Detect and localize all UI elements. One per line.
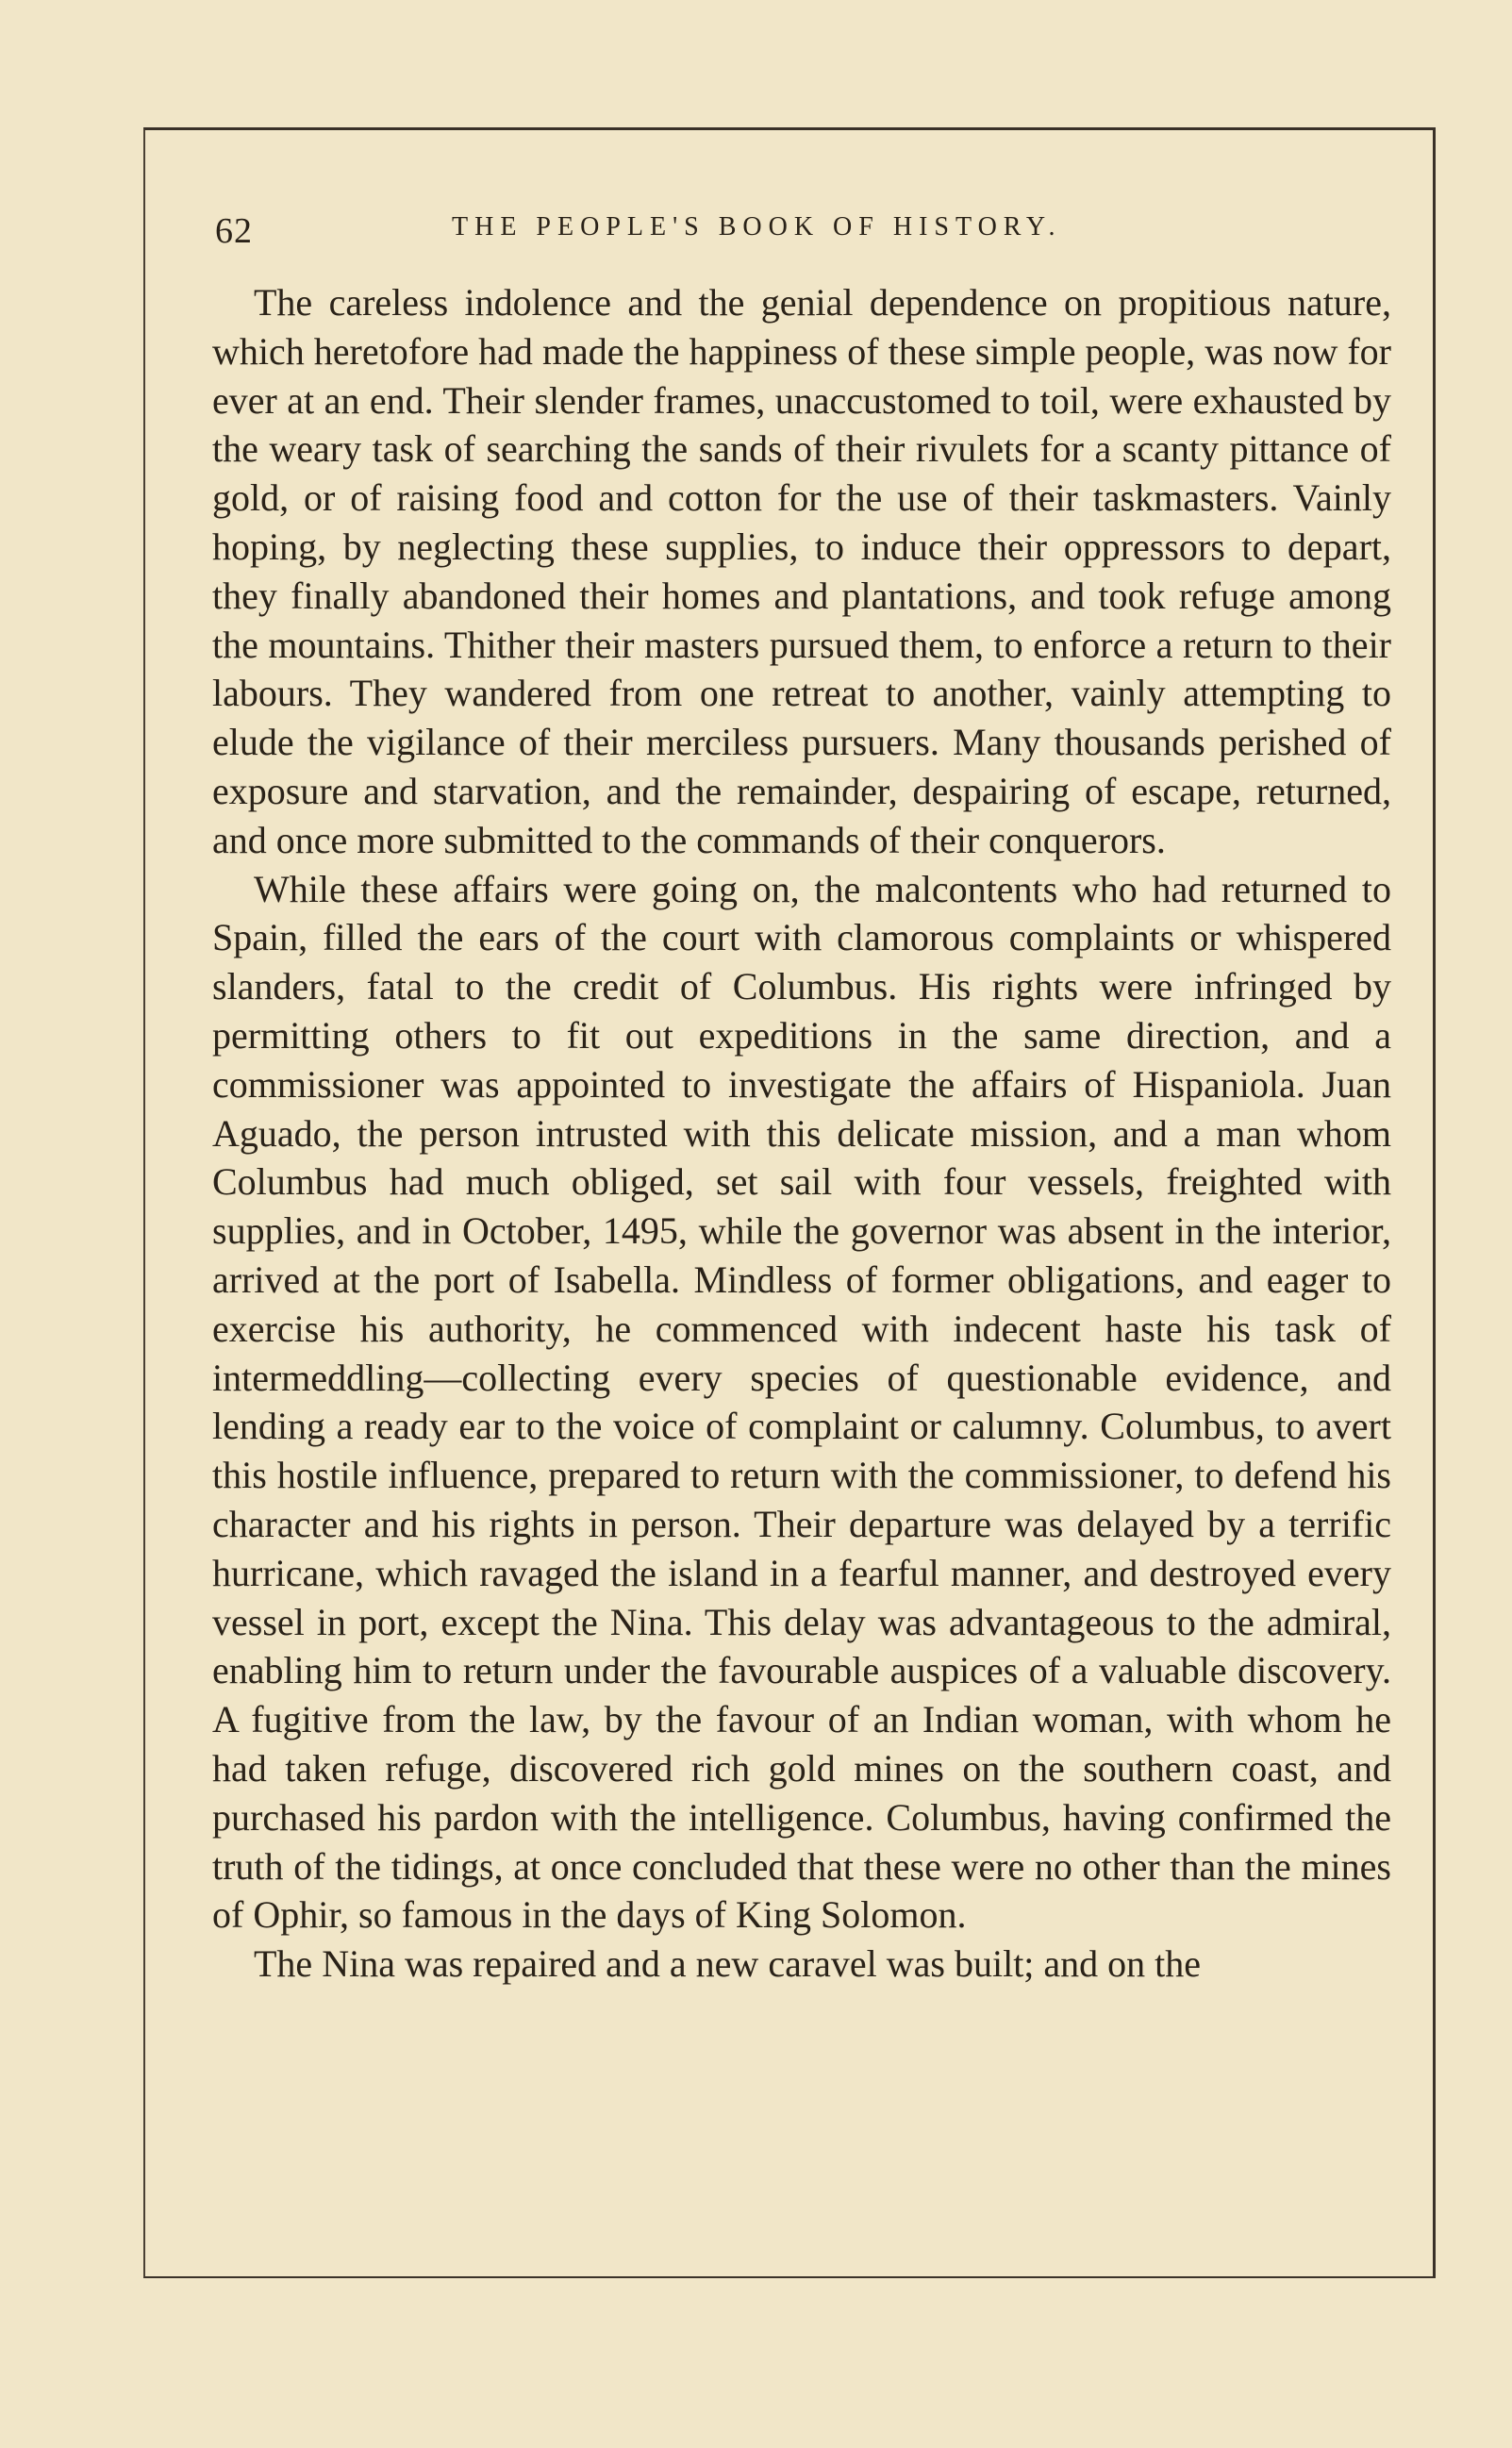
- page-number: 62: [215, 211, 253, 251]
- paragraph-3: The Nina was repaired and a new caravel was built; and on the: [254, 1942, 1202, 1986]
- body-text: [212, 278, 1391, 1989]
- book-title: THE PEOPLE'S BOOK OF HISTORY.: [452, 212, 1062, 241]
- paragraph-1: The careless indolence and the genial dependence on propitious nature, which heretofore had made the happiness of these simple people, was now for ever at an end. Their slender frames, unaccustomed to toil, were exhausted by the weary task of searching the sands of their rivulets for a scanty pittance of gold, or of raising food and cotton for the use of their taskmasters. Vainly hoping, by neglecting these supplies, to induce their oppressors to depart, they finally abandoned their homes and plantations, and took refuge among the mountains. Thither their masters pursued them, to enforce a return to their labours. They wandered from one retreat to another, vainly attempting to elude the vigilance of their merciless pursuers. Many thousands perished of exposure and starvation, and the remainder, despairing of escape, returned, and once more submitted to the commands of their conquerors.: [212, 281, 1391, 861]
- paragraph-2: While these affairs were going on, the malcontents who had returned to Spain, filled the ears of the court with clamorous complaints or whispered slanders, fatal to the credit of Columbus. His rights were infringed by permitting others to fit out expeditions in the same direction, and a commissioner was appointed to investigate the affairs of Hispaniola. Juan Aguado, the person intrusted with this delicate mission, and a man whom Columbus had much obliged, set sail with four vessels, freighted with supplies, and in October, 1495, while the governor was absent in the interior, arrived at the port of Isabella. Mindless of former obligations, and eager to exercise his authority, he commenced with indecent haste his task of intermeddling—collecting every species of questionable evidence, and lending a ready ear to the voice of complaint or calumny. Columbus, to avert this hostile influence, prepared to return with the commissioner, to defend his character and his rights in person. Their departure was delayed by a terrific hurricane, which ravaged the island in a fearful manner, and destroyed every vessel in port, except the Nina. This delay was advantageous to the admiral, enabling him to return under the favourable auspices of a valuable discovery. A fugitive from the law, by the favour of an Indian woman, with whom he had taken refuge, discovered rich gold mines on the southern coast, and purchased his pardon with the intelligence. Columbus, having confirmed the truth of the tidings, at once concluded that these were no other than the mines of Ophir, so famous in the days of King Solomon.: [212, 867, 1391, 1937]
- running-head: [212, 203, 1396, 259]
